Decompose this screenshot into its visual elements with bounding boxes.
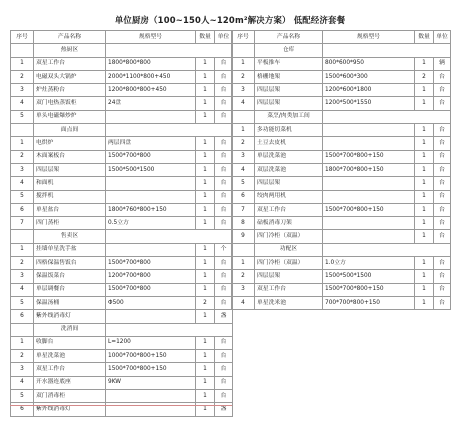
item-spec <box>323 177 415 190</box>
item-unit: 台 <box>434 97 451 110</box>
item-spec: 1200*600*1800 <box>323 84 415 97</box>
section-row <box>232 110 451 123</box>
item-number: 6 <box>11 310 34 323</box>
item-spec: 1500*700*800+150 <box>106 363 196 376</box>
section-label: 面点间 <box>34 124 106 137</box>
table-row <box>11 84 233 97</box>
header-name: 产品名称 <box>34 31 106 44</box>
item-name: 保温饭菜台 <box>34 270 106 283</box>
item-unit: 台 <box>434 150 451 163</box>
item-number: 4 <box>11 97 34 110</box>
section-blank-cell <box>323 110 451 123</box>
table-row <box>11 217 233 230</box>
item-spec: 800*600*950 <box>323 57 415 70</box>
item-unit: 台 <box>215 163 233 176</box>
item-spec <box>106 177 196 190</box>
item-name: 双星工作台 <box>34 363 106 376</box>
item-name: 单层洗菜池 <box>255 150 323 163</box>
item-spec: 1.0立方 <box>323 257 415 270</box>
item-spec: 0.5立方 <box>106 217 196 230</box>
item-unit: 台 <box>434 283 451 296</box>
item-name: 多功能切菜机 <box>255 124 323 137</box>
item-qty: 1 <box>196 283 215 296</box>
item-number: 3 <box>11 84 34 97</box>
item-qty: 1 <box>196 243 215 256</box>
item-spec: L=1200 <box>106 336 196 349</box>
item-qty: 1 <box>196 190 215 203</box>
item-qty: 1 <box>196 390 215 403</box>
item-spec: 1500*700*800+150 <box>323 150 415 163</box>
item-spec: 1000*700*800+150 <box>106 350 196 363</box>
item-spec <box>106 110 196 123</box>
table-row <box>11 203 233 216</box>
table-bottom-rule <box>10 405 232 406</box>
item-qty: 1 <box>196 150 215 163</box>
item-number: 4 <box>232 97 255 110</box>
item-spec: 1500*700*800+150 <box>323 283 415 296</box>
section-blank-cell <box>106 44 233 57</box>
section-label: 洗消间 <box>34 323 106 336</box>
item-name: 砧板消毒刀架 <box>255 217 323 230</box>
item-unit: 盏 <box>215 310 233 323</box>
section-label: 仓库 <box>255 44 323 57</box>
item-spec: 1200*700*800 <box>106 270 196 283</box>
item-name: 四层层架 <box>255 84 323 97</box>
header-name: 产品名称 <box>255 31 323 44</box>
item-name: 双门电热蒸饭柜 <box>34 97 106 110</box>
item-unit: 台 <box>215 270 233 283</box>
item-number: 1 <box>11 243 34 256</box>
item-name: 四格保温售饭台 <box>34 257 106 270</box>
item-spec: 1800*800*800 <box>106 57 196 70</box>
item-spec <box>106 310 196 323</box>
item-qty: 1 <box>196 257 215 270</box>
item-number: 1 <box>232 57 255 70</box>
item-unit: 台 <box>434 190 451 203</box>
section-blank-cell <box>11 124 34 137</box>
item-number: 1 <box>11 57 34 70</box>
item-unit: 个 <box>215 243 233 256</box>
section-blank-cell <box>11 230 34 243</box>
item-qty: 1 <box>415 57 434 70</box>
item-number: 4 <box>11 177 34 190</box>
item-number: 2 <box>232 137 255 150</box>
table-row <box>11 310 233 323</box>
item-number: 6 <box>11 403 34 416</box>
item-qty: 1 <box>196 310 215 323</box>
item-qty: 1 <box>415 217 434 230</box>
item-name: 四门蒸柜 <box>34 217 106 230</box>
item-name: 保温汤桶 <box>34 296 106 309</box>
item-spec: 1500*500*1500 <box>106 163 196 176</box>
item-number: 3 <box>232 283 255 296</box>
item-number: 5 <box>11 390 34 403</box>
item-number: 1 <box>232 124 255 137</box>
item-spec: 2000*1100*800+450 <box>106 70 196 83</box>
table-row <box>11 376 233 389</box>
item-number: 5 <box>11 110 34 123</box>
item-qty: 1 <box>415 137 434 150</box>
item-spec <box>323 190 415 203</box>
item-qty: 2 <box>415 70 434 83</box>
item-number: 3 <box>232 84 255 97</box>
item-number: 3 <box>232 150 255 163</box>
item-spec <box>106 190 196 203</box>
item-number: 5 <box>11 296 34 309</box>
item-name: 单头电磁爆炒炉 <box>34 110 106 123</box>
table-row <box>232 217 451 230</box>
item-spec: 9KW <box>106 376 196 389</box>
item-spec: 1500*600*300 <box>323 70 415 83</box>
item-name: 土豆去皮机 <box>255 137 323 150</box>
table-row <box>232 270 451 283</box>
item-number: 1 <box>232 257 255 270</box>
section-blank-cell <box>323 44 451 57</box>
table-row <box>232 163 451 176</box>
item-unit: 台 <box>434 163 451 176</box>
table-row <box>232 57 451 70</box>
item-name: 格栅地架 <box>255 70 323 83</box>
item-unit: 台 <box>215 363 233 376</box>
table-row <box>11 257 233 270</box>
item-unit: 台 <box>434 137 451 150</box>
item-qty: 1 <box>196 403 215 416</box>
item-spec: 1200*500*1550 <box>323 97 415 110</box>
item-unit: 台 <box>215 296 233 309</box>
table-row <box>11 57 233 70</box>
item-unit: 辆 <box>434 57 451 70</box>
table-row <box>232 124 451 137</box>
item-name: 挂墙单星洗手盆 <box>34 243 106 256</box>
item-unit: 台 <box>215 97 233 110</box>
item-spec <box>323 137 415 150</box>
item-spec: 1500*700*800 <box>106 257 196 270</box>
item-unit: 台 <box>215 84 233 97</box>
item-unit: 台 <box>434 217 451 230</box>
item-unit: 台 <box>215 257 233 270</box>
item-spec: 24盘 <box>106 97 196 110</box>
item-unit: 台 <box>215 110 233 123</box>
item-name: 绞肉两用机 <box>255 190 323 203</box>
item-name: 开水器连底座 <box>34 376 106 389</box>
item-name: 双星工作台 <box>34 57 106 70</box>
section-row <box>11 44 233 57</box>
item-spec <box>106 390 196 403</box>
item-name: 四层层架 <box>255 177 323 190</box>
item-qty: 1 <box>415 177 434 190</box>
header-qty: 数量 <box>196 31 215 44</box>
table-row <box>232 283 451 296</box>
item-number: 5 <box>232 177 255 190</box>
item-unit: 台 <box>215 283 233 296</box>
item-name: 单星盆台 <box>34 203 106 216</box>
item-name: 单星洗菜池 <box>34 350 106 363</box>
item-qty: 1 <box>415 203 434 216</box>
table-row <box>11 270 233 283</box>
item-name: 单星洗米池 <box>255 296 323 309</box>
item-unit: 台 <box>215 190 233 203</box>
item-name: 四层层架 <box>255 97 323 110</box>
item-qty: 2 <box>196 296 215 309</box>
header-unit: 单位 <box>215 31 233 44</box>
table-row <box>232 137 451 150</box>
section-blank-cell <box>323 243 451 256</box>
item-qty: 1 <box>196 57 215 70</box>
section-row <box>11 124 233 137</box>
item-qty: 1 <box>196 84 215 97</box>
table-row <box>232 150 451 163</box>
item-unit: 台 <box>434 70 451 83</box>
table-row <box>11 70 233 83</box>
item-name: 紫外线消毒灯 <box>34 310 106 323</box>
table-row <box>11 350 233 363</box>
item-number: 9 <box>232 230 255 243</box>
item-number: 4 <box>11 283 34 296</box>
table-header-row <box>232 31 451 44</box>
item-qty: 1 <box>415 97 434 110</box>
item-unit: 台 <box>434 124 451 137</box>
item-spec: 1500*700*800 <box>106 150 196 163</box>
item-spec: 1800*700*800+150 <box>323 163 415 176</box>
item-qty: 1 <box>196 203 215 216</box>
item-qty: 1 <box>196 270 215 283</box>
item-spec: Φ500 <box>106 296 196 309</box>
item-number: 3 <box>11 270 34 283</box>
item-number: 2 <box>11 257 34 270</box>
item-qty: 1 <box>196 110 215 123</box>
item-qty: 1 <box>196 376 215 389</box>
item-unit: 台 <box>434 84 451 97</box>
item-number: 4 <box>11 376 34 389</box>
section-blank-cell <box>11 44 34 57</box>
section-label: 功配区 <box>255 243 323 256</box>
item-qty: 1 <box>415 230 434 243</box>
table-row <box>11 137 233 150</box>
item-name: 平板推车 <box>255 57 323 70</box>
item-name: 炉灶蒸粉台 <box>34 84 106 97</box>
item-unit: 台 <box>434 230 451 243</box>
header-unit: 单位 <box>434 31 451 44</box>
table-row <box>232 230 451 243</box>
section-blank-cell <box>232 243 255 256</box>
header-spec: 规格型号 <box>323 31 415 44</box>
item-spec: 两层四盘 <box>106 137 196 150</box>
section-label: 菜烹/肉类加工间 <box>255 110 323 123</box>
header-spec: 规格型号 <box>106 31 196 44</box>
section-row <box>11 323 233 336</box>
table-row <box>232 177 451 190</box>
item-unit: 台 <box>215 137 233 150</box>
header-no: 序号 <box>11 31 34 44</box>
item-qty: 1 <box>196 363 215 376</box>
item-unit: 台 <box>215 350 233 363</box>
item-unit: 台 <box>215 70 233 83</box>
table-row <box>232 84 451 97</box>
table-row <box>11 190 233 203</box>
right-equipment-table <box>231 30 451 310</box>
item-name: 和面机 <box>34 177 106 190</box>
item-unit: 盏 <box>215 403 233 416</box>
table-header-row <box>11 31 233 44</box>
item-spec <box>323 230 415 243</box>
table-row <box>232 97 451 110</box>
header-qty: 数量 <box>415 31 434 44</box>
section-row <box>11 230 233 243</box>
table-row <box>11 97 233 110</box>
item-number: 8 <box>232 217 255 230</box>
item-number: 6 <box>232 190 255 203</box>
item-name: 单层调餐台 <box>34 283 106 296</box>
item-name: 木面案板台 <box>34 150 106 163</box>
item-number: 3 <box>11 363 34 376</box>
item-qty: 1 <box>415 283 434 296</box>
item-name: 搅拌机 <box>34 190 106 203</box>
item-qty: 1 <box>415 296 434 309</box>
item-number: 7 <box>11 217 34 230</box>
item-unit: 台 <box>215 390 233 403</box>
item-number: 3 <box>11 163 34 176</box>
sheet-title: 单位厨房（100~150人~120m²解决方案） 低配经济套餐 <box>114 15 346 25</box>
item-spec: 1800*760*800+150 <box>106 203 196 216</box>
item-name: 四层层架 <box>34 163 106 176</box>
table-row <box>11 150 233 163</box>
item-spec: 1200*800*800+450 <box>106 84 196 97</box>
item-unit: 台 <box>434 270 451 283</box>
item-unit: 台 <box>215 203 233 216</box>
left-equipment-table <box>10 30 233 417</box>
table-row <box>232 203 451 216</box>
table-row <box>11 110 233 123</box>
item-name: 双星工作台 <box>255 203 323 216</box>
table-row <box>11 283 233 296</box>
item-qty: 1 <box>196 163 215 176</box>
table-row <box>232 257 451 270</box>
item-qty: 1 <box>415 84 434 97</box>
item-qty: 1 <box>415 190 434 203</box>
item-unit: 台 <box>434 177 451 190</box>
section-row <box>232 44 451 57</box>
item-number: 2 <box>11 70 34 83</box>
item-unit: 台 <box>215 150 233 163</box>
table-row <box>232 296 451 309</box>
section-blank-cell <box>232 110 255 123</box>
item-unit: 台 <box>215 177 233 190</box>
item-unit: 台 <box>215 217 233 230</box>
item-number: 1 <box>11 137 34 150</box>
item-qty: 1 <box>196 336 215 349</box>
item-unit: 台 <box>215 376 233 389</box>
item-qty: 1 <box>196 70 215 83</box>
item-qty: 1 <box>415 257 434 270</box>
item-spec: 1500*500*1500 <box>323 270 415 283</box>
section-blank-cell <box>106 124 233 137</box>
item-spec: 1500*700*800+150 <box>323 203 415 216</box>
item-number: 2 <box>11 350 34 363</box>
item-unit: 台 <box>434 296 451 309</box>
item-spec <box>106 243 196 256</box>
section-label: 售卖区 <box>34 230 106 243</box>
item-qty: 1 <box>415 270 434 283</box>
item-number: 2 <box>232 70 255 83</box>
item-spec: 1500*700*800 <box>106 283 196 296</box>
header-no: 序号 <box>232 31 255 44</box>
table-row <box>11 390 233 403</box>
item-unit: 台 <box>215 336 233 349</box>
item-number: 4 <box>232 163 255 176</box>
item-qty: 1 <box>196 97 215 110</box>
table-row <box>11 363 233 376</box>
item-name: 电磁双头大锅炉 <box>34 70 106 83</box>
item-name: 四门冷柜（双温） <box>255 257 323 270</box>
item-name: 双星工作台 <box>255 283 323 296</box>
section-blank-cell <box>106 323 233 336</box>
item-unit: 台 <box>215 57 233 70</box>
item-number: 7 <box>232 203 255 216</box>
item-qty: 1 <box>196 177 215 190</box>
table-row <box>11 163 233 176</box>
item-name: 电烘炉 <box>34 137 106 150</box>
table-row <box>11 336 233 349</box>
item-number: 2 <box>232 270 255 283</box>
section-blank-cell <box>106 230 233 243</box>
item-number: 2 <box>11 150 34 163</box>
item-name: 紫外线消毒灯 <box>34 403 106 416</box>
item-unit: 台 <box>434 203 451 216</box>
section-blank-cell <box>232 44 255 57</box>
table-row <box>232 70 451 83</box>
item-number: 1 <box>11 336 34 349</box>
item-qty: 1 <box>415 163 434 176</box>
item-number: 6 <box>11 203 34 216</box>
item-qty: 1 <box>415 124 434 137</box>
section-row <box>232 243 451 256</box>
item-name: 收脚台 <box>34 336 106 349</box>
table-row <box>11 177 233 190</box>
table-row <box>232 190 451 203</box>
item-number: 4 <box>232 296 255 309</box>
section-label: 热厨区 <box>34 44 106 57</box>
table-row <box>11 243 233 256</box>
item-spec: 700*700*800+150 <box>323 296 415 309</box>
item-spec <box>323 124 415 137</box>
item-qty: 1 <box>415 150 434 163</box>
item-name: 双门消毒柜 <box>34 390 106 403</box>
table-row <box>11 296 233 309</box>
section-blank-cell <box>11 323 34 336</box>
item-qty: 1 <box>196 350 215 363</box>
item-unit: 台 <box>434 257 451 270</box>
item-qty: 1 <box>196 217 215 230</box>
item-name: 双层洗菜池 <box>255 163 323 176</box>
item-qty: 1 <box>196 137 215 150</box>
item-spec <box>323 217 415 230</box>
item-name: 四层层架 <box>255 270 323 283</box>
item-number: 5 <box>11 190 34 203</box>
item-name: 四门冷柜（双温） <box>255 230 323 243</box>
